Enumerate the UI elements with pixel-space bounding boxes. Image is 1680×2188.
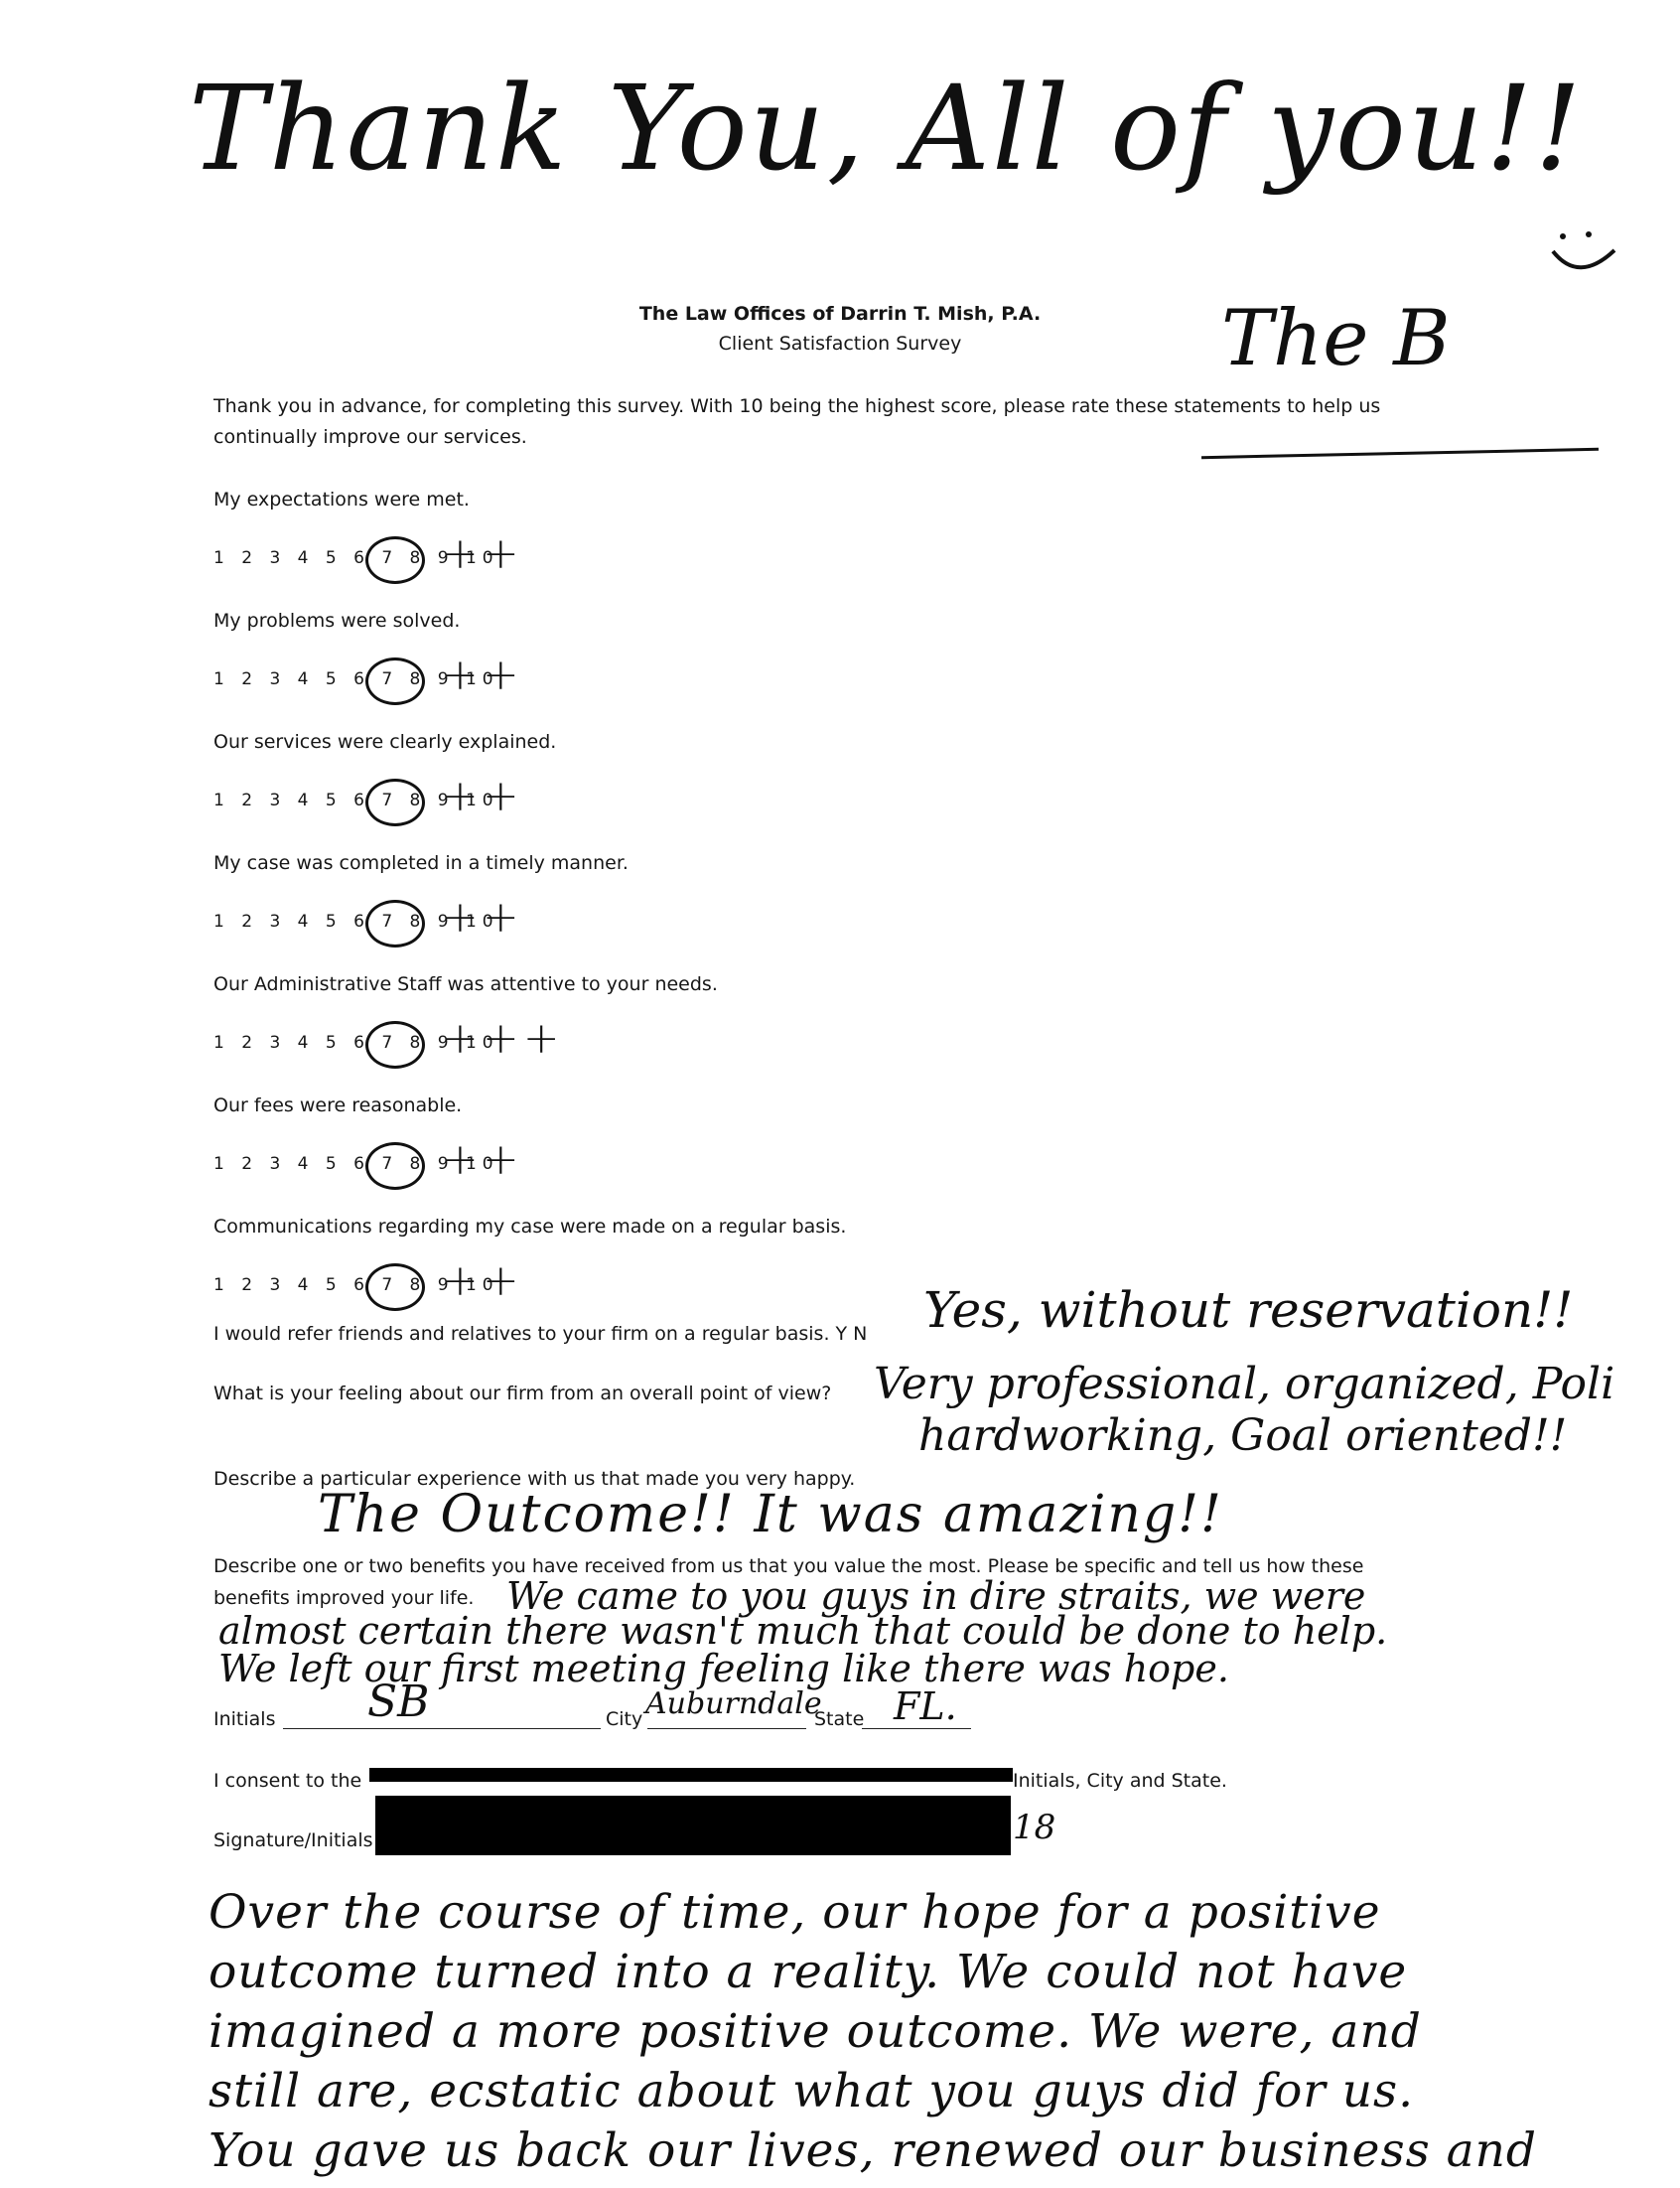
document-subtitle: Client Satisfaction Survey (718, 333, 962, 355)
overall-answer-line1: Very professional, organized, Poli (874, 1359, 1615, 1409)
handwritten-marks: ++ (442, 1134, 523, 1185)
document-title: The Law Offices of Darrin T. Mish, P.A. (638, 303, 1042, 325)
selected-score-circle (365, 536, 425, 584)
refer-answer: Yes, without reservation!! (923, 1281, 1574, 1339)
handwritten-marks: ++ (442, 771, 523, 821)
selected-score-circle (365, 1142, 425, 1190)
rating-scale: 1 2 3 4 5 6 7 8 9 10 (213, 669, 499, 689)
redaction-bar-signature (375, 1796, 1011, 1855)
closing-note-line: outcome turned into a reality. We could not have (209, 1945, 1408, 1999)
rating-scale: 1 2 3 4 5 6 7 8 9 10 (213, 1033, 499, 1053)
consent-label-end: Initials, City and State. (1013, 1770, 1227, 1792)
overall-question: What is your feeling about our firm from an overall point of view? (213, 1383, 832, 1404)
state-label: State (814, 1708, 865, 1730)
rating-scale: 1 2 3 4 5 6 7 8 9 10 (213, 912, 499, 932)
city-line (647, 1728, 806, 1729)
initials-line (283, 1728, 601, 1729)
benefits-answer-line1: We came to you guys in dire straits, we were (506, 1574, 1366, 1618)
question-label: Communications regarding my case were made on a regular basis. (213, 1216, 847, 1238)
experience-question: Describe a particular experience with us that made you very happy. (213, 1468, 856, 1490)
benefits-question-line1: Describe one or two benefits you have received from us that you value the most. Please be specific and tell us how these (213, 1555, 1364, 1577)
initials-value: SB (367, 1677, 430, 1727)
closing-note-line: still are, ecstatic about what you guys did for us. (209, 2064, 1415, 2118)
handwritten-header: Thank You, All of you!! (189, 60, 1584, 197)
rating-scale: 1 2 3 4 5 6 7 8 9 10 (213, 548, 499, 568)
city-label: City (606, 1708, 643, 1730)
handwritten-signoff: The B (1221, 294, 1451, 383)
question-label: My problems were solved. (213, 610, 461, 632)
question-label: Our services were clearly explained. (213, 731, 557, 753)
handwritten-marks: ++ (442, 650, 523, 700)
closing-note-line: imagined a more positive outcome. We were, and (209, 2004, 1422, 2059)
signature-label: Signature/Initials (213, 1829, 373, 1851)
question-label: My case was completed in a timely manner. (213, 852, 629, 874)
selected-score-circle (365, 1263, 425, 1311)
rating-scale: 1 2 3 4 5 6 7 8 9 10 (213, 1275, 499, 1295)
closing-note-line: You gave us back our lives, renewed our business and (209, 2123, 1538, 2178)
rating-scale: 1 2 3 4 5 6 7 8 9 10 (213, 791, 499, 810)
selected-score-circle (365, 900, 425, 948)
handwritten-marks: +++ (442, 1013, 564, 1064)
overall-answer-line2: hardworking, Goal oriented!! (918, 1410, 1568, 1461)
question-label: My expectations were met. (213, 489, 470, 511)
benefits-answer-line3: We left our first meeting feeling like there was hope. (218, 1647, 1229, 1690)
benefits-question-line2: benefits improved your life. (213, 1587, 475, 1609)
consent-label-start: I consent to the (213, 1770, 362, 1792)
question-label: Our Administrative Staff was attentive to your needs. (213, 973, 718, 995)
experience-answer: The Outcome!! It was amazing!! (318, 1485, 1223, 1544)
handwritten-marks: ++ (442, 528, 523, 579)
handwritten-marks: ++ (442, 892, 523, 943)
smiley-doodle (1549, 226, 1618, 276)
selected-score-circle (365, 657, 425, 705)
selected-score-circle (365, 1021, 425, 1069)
city-value: Auburndale (645, 1686, 822, 1721)
benefits-answer-line2: almost certain there wasn't much that could be done to help. (218, 1609, 1388, 1653)
signature-date-fragment: 18 (1013, 1808, 1056, 1847)
state-value: FL. (894, 1684, 957, 1728)
closing-note-line: Over the course of time, our hope for a positive (209, 1885, 1381, 1940)
intro-text: Thank you in advance, for completing this survey. With 10 being the highest score, please rate these statements to help us continually improve our services. (213, 395, 1381, 448)
handwritten-marks: ++ (442, 1255, 523, 1306)
state-line (862, 1728, 971, 1729)
question-label: Our fees were reasonable. (213, 1094, 463, 1116)
refer-question: I would refer friends and relatives to your firm on a regular basis. Y N (213, 1323, 868, 1345)
redaction-bar-consent (369, 1768, 1013, 1782)
rating-scale: 1 2 3 4 5 6 7 8 9 10 (213, 1154, 499, 1174)
initials-label: Initials (213, 1708, 276, 1730)
selected-score-circle (365, 779, 425, 826)
